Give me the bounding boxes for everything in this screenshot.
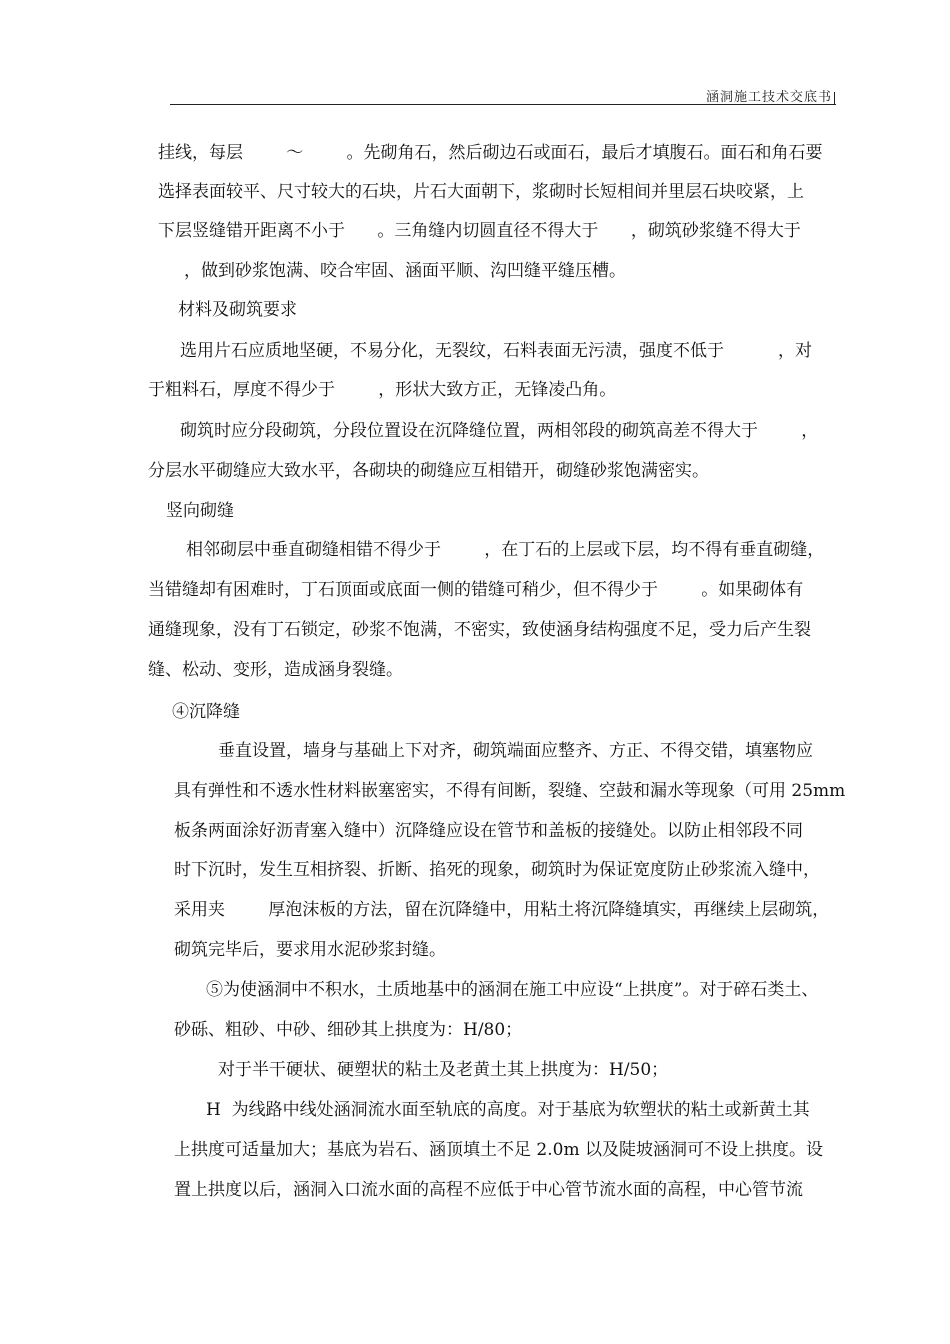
body-line: 相邻砌层中垂直砌缝相错不得少于 ，在丁石的上层或下层，均不得有垂直砌缝， xyxy=(186,540,825,560)
header-rule xyxy=(170,104,836,105)
body-line: 缝、松动、变形，造成涵身裂缝。 xyxy=(148,660,403,680)
section-heading: 材料及砌筑要求 xyxy=(178,300,297,320)
body-line: ，做到砂浆饱满、咬合牢固、涵面平顺、沟凹缝平缝压槽。 xyxy=(184,261,626,281)
body-line: 于粗料石，厚度不得少于 ，形状大致方正，无锋凌凸角。 xyxy=(148,380,617,400)
section-heading: ④沉降缝 xyxy=(172,702,240,722)
header-title: 涵洞施工技术交底书 xyxy=(705,90,832,105)
body-line: 下层竖缝错开距离不小于 。三角缝内切圆直径不得大于 ，砌筑砂浆缝不得大于 xyxy=(158,221,801,241)
body-line: 板条两面涂好沥青塞入缝中）沉降缝应设在管节和盖板的接缝处。以防止相邻段不同 xyxy=(174,821,803,841)
body-line: 置上拱度以后，涵洞入口流水面的高程不应低于中心管节流水面的高程，中心管节流 xyxy=(174,1180,803,1200)
body-line: 选择表面较平、尺寸较大的石块，片石大面朝下，浆砌时长短相间并里层石块咬紧，上 xyxy=(158,182,804,202)
body-line: 时下沉时，发生互相挤裂、折断、掐死的现象，砌筑时为保证宽度防止砂浆流入缝中， xyxy=(174,860,820,880)
body-line: 挂线，每层 ～ 。先砌角石，然后砌边石或面石，最后才填腹石。面石和角石要 xyxy=(158,143,823,163)
body-line: 对于半干硬状、硬塑状的粘土及老黄土其上拱度为：H/50； xyxy=(218,1060,669,1080)
body-line: 砌筑完毕后，要求用水泥砂浆封缝。 xyxy=(174,940,446,960)
body-line: 采用夹 厚泡沫板的方法，留在沉降缝中，用粘土将沉降缝填实，再继续上层砌筑， xyxy=(174,900,830,920)
body-line: 选用片石应质地坚硬，不易分化，无裂纹，石料表面无污渍，强度不低于 ，对 xyxy=(180,341,813,361)
header-rule-tick xyxy=(834,92,835,105)
body-line: H 为线路中线处涵洞流水面至轨底的高度。对于基底为软塑状的粘土或新黄土其 xyxy=(206,1100,810,1120)
section-heading: 竖向砌缝 xyxy=(166,501,234,521)
body-line: 砂砾、粗砂、中砂、细砂其上拱度为：H/80； xyxy=(174,1020,523,1040)
body-line: 当错缝却有困难时，丁石顶面或底面一侧的错缝可稍少，但不得少于 。如果砌体有 xyxy=(148,580,804,600)
body-line: 通缝现象，没有丁石锁定，砂浆不饱满，不密实，致使涵身结构强度不足，受力后产生裂 xyxy=(148,620,811,640)
body-line: 具有弹性和不透水性材料嵌塞密实，不得有间断，裂缝、空鼓和漏水等现象（可用 25mm xyxy=(174,781,846,801)
body-line: 砌筑时应分段砌筑，分段位置设在沉降缝位置，两相邻段的砌筑高差不得大于 ， xyxy=(180,421,819,441)
body-line: ⑤为使涵洞中不积水，土质地基中的涵洞在施工中应设“上拱度”。对于碎石类土、 xyxy=(206,980,819,1000)
body-line: 分层水平砌缝应大致水平，各砌块的砌缝应互相错开，砌缝砂浆饱满密实。 xyxy=(148,461,709,481)
body-line: 上拱度可适量加大；基底为岩石、涵顶填土不足 2.0m 以及陡坡涵洞可不设上拱度。设 xyxy=(174,1140,823,1160)
body-line: 垂直设置，墙身与基础上下对齐，砌筑端面应整齐、方正、不得交错，填塞物应 xyxy=(218,741,813,761)
